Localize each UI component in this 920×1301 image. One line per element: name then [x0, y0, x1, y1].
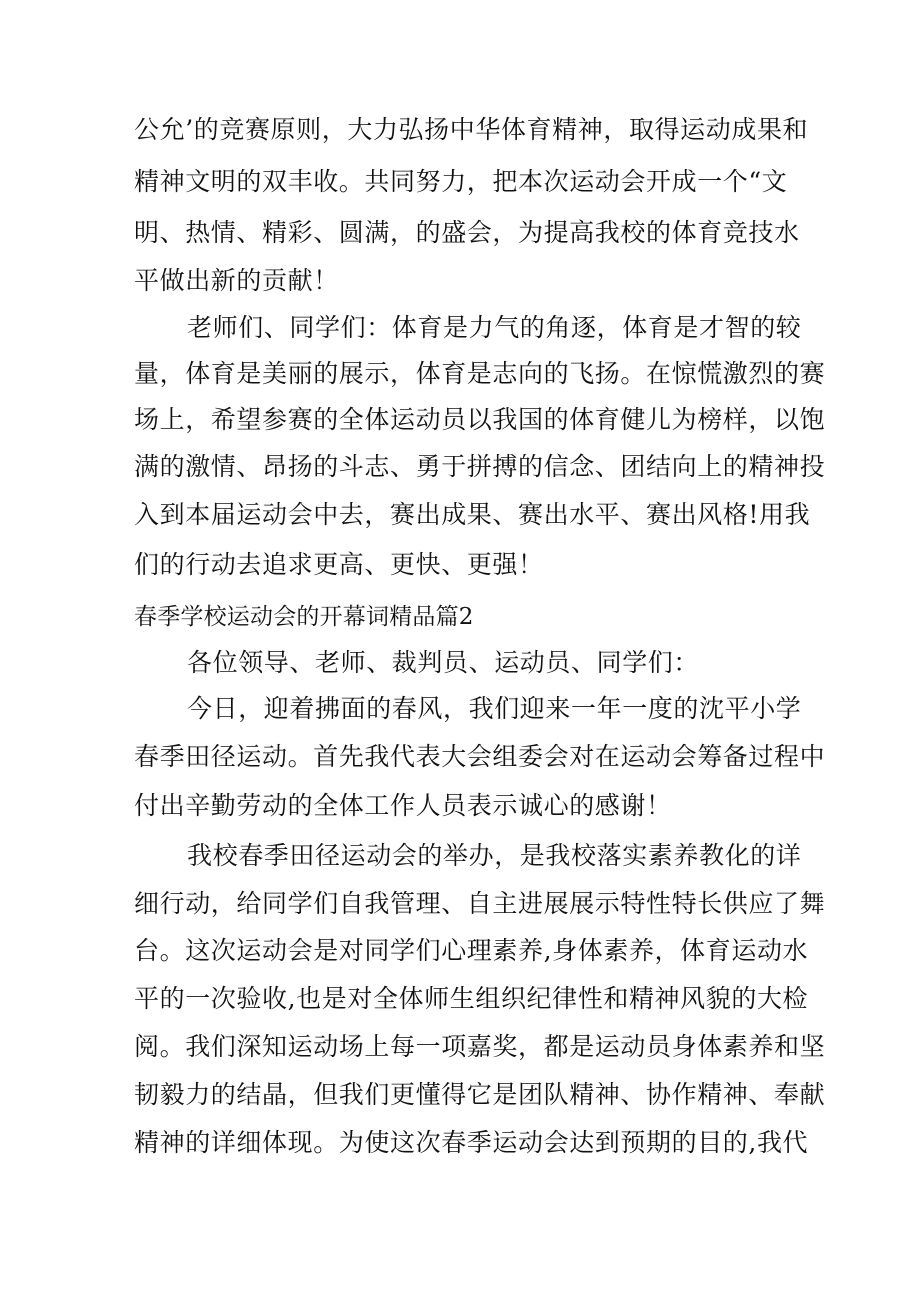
paragraph-line: 付出辛勤劳动的全体工作人员表示诚心的感谢！ [134, 791, 672, 820]
greeting-line: 各位领导、老师、裁判员、运动员、同学们： [187, 648, 700, 677]
section-heading: 春季学校运动会的开幕词精品篇2 [134, 604, 474, 630]
paragraph-line: 量，体育是美丽的展示，体育是志向的飞扬。在惊慌激烈的赛 [134, 359, 826, 388]
paragraph-line: 明、热情、精彩、圆满，的盛会，为提高我校的体育竞技水 [134, 218, 800, 247]
paragraph-line: 入到本届运动会中去，赛出成果、赛出水平、赛出风格!用我 [134, 500, 811, 529]
paragraph-line: 韧毅力的结晶，但我们更懂得它是团队精神、协作精神、奉献 [134, 1080, 826, 1109]
paragraph-line: 平的一次验收,也是对全体师生组织纪律性和精神风貌的大检 [134, 984, 809, 1013]
paragraph-line: 场上，希望参赛的全体运动员以我国的体育健儿为榜样，以饱 [134, 405, 826, 434]
paragraph-line: 公允’的竞赛原则，大力弘扬中华体育精神，取得运动成果和 [134, 115, 809, 144]
paragraph-line: 精神的详细体现。为使这次春季运动会达到预期的目的,我代 [134, 1128, 809, 1157]
paragraph-line: 我校春季田径运动会的举办，是我校落实素养教化的详 [187, 841, 802, 870]
paragraph-line: 今日，迎着拂面的春风，我们迎来一年一度的沈平小学 [187, 694, 802, 723]
paragraph-line: 满的激情、昂扬的斗志、勇于拼搏的信念、团结向上的精神投 [134, 452, 826, 481]
paragraph-line: 平做出新的贡献！ [134, 266, 339, 295]
paragraph-line: 精神文明的双丰收。共同努力，把本次运动会开成一个“文 [134, 167, 788, 196]
paragraph-line: 们的行动去追求更高、更快、更强！ [134, 550, 544, 579]
paragraph-line: 阅。我们深知运动场上每一项嘉奖，都是运动员身体素养和坚 [134, 1032, 826, 1061]
paragraph-line: 细行动，给同学们自我管理、自主进展展示特性特长供应了舞 [134, 889, 826, 918]
paragraph-line: 台。这次运动会是对同学们心理素养,身体素养，体育运动水 [134, 936, 809, 965]
paragraph-line: 老师们、同学们：体育是力气的角逐，体育是才智的较 [187, 313, 802, 342]
paragraph-line: 春季田径运动。首先我代表大会组委会对在运动会筹备过程中 [134, 742, 826, 771]
